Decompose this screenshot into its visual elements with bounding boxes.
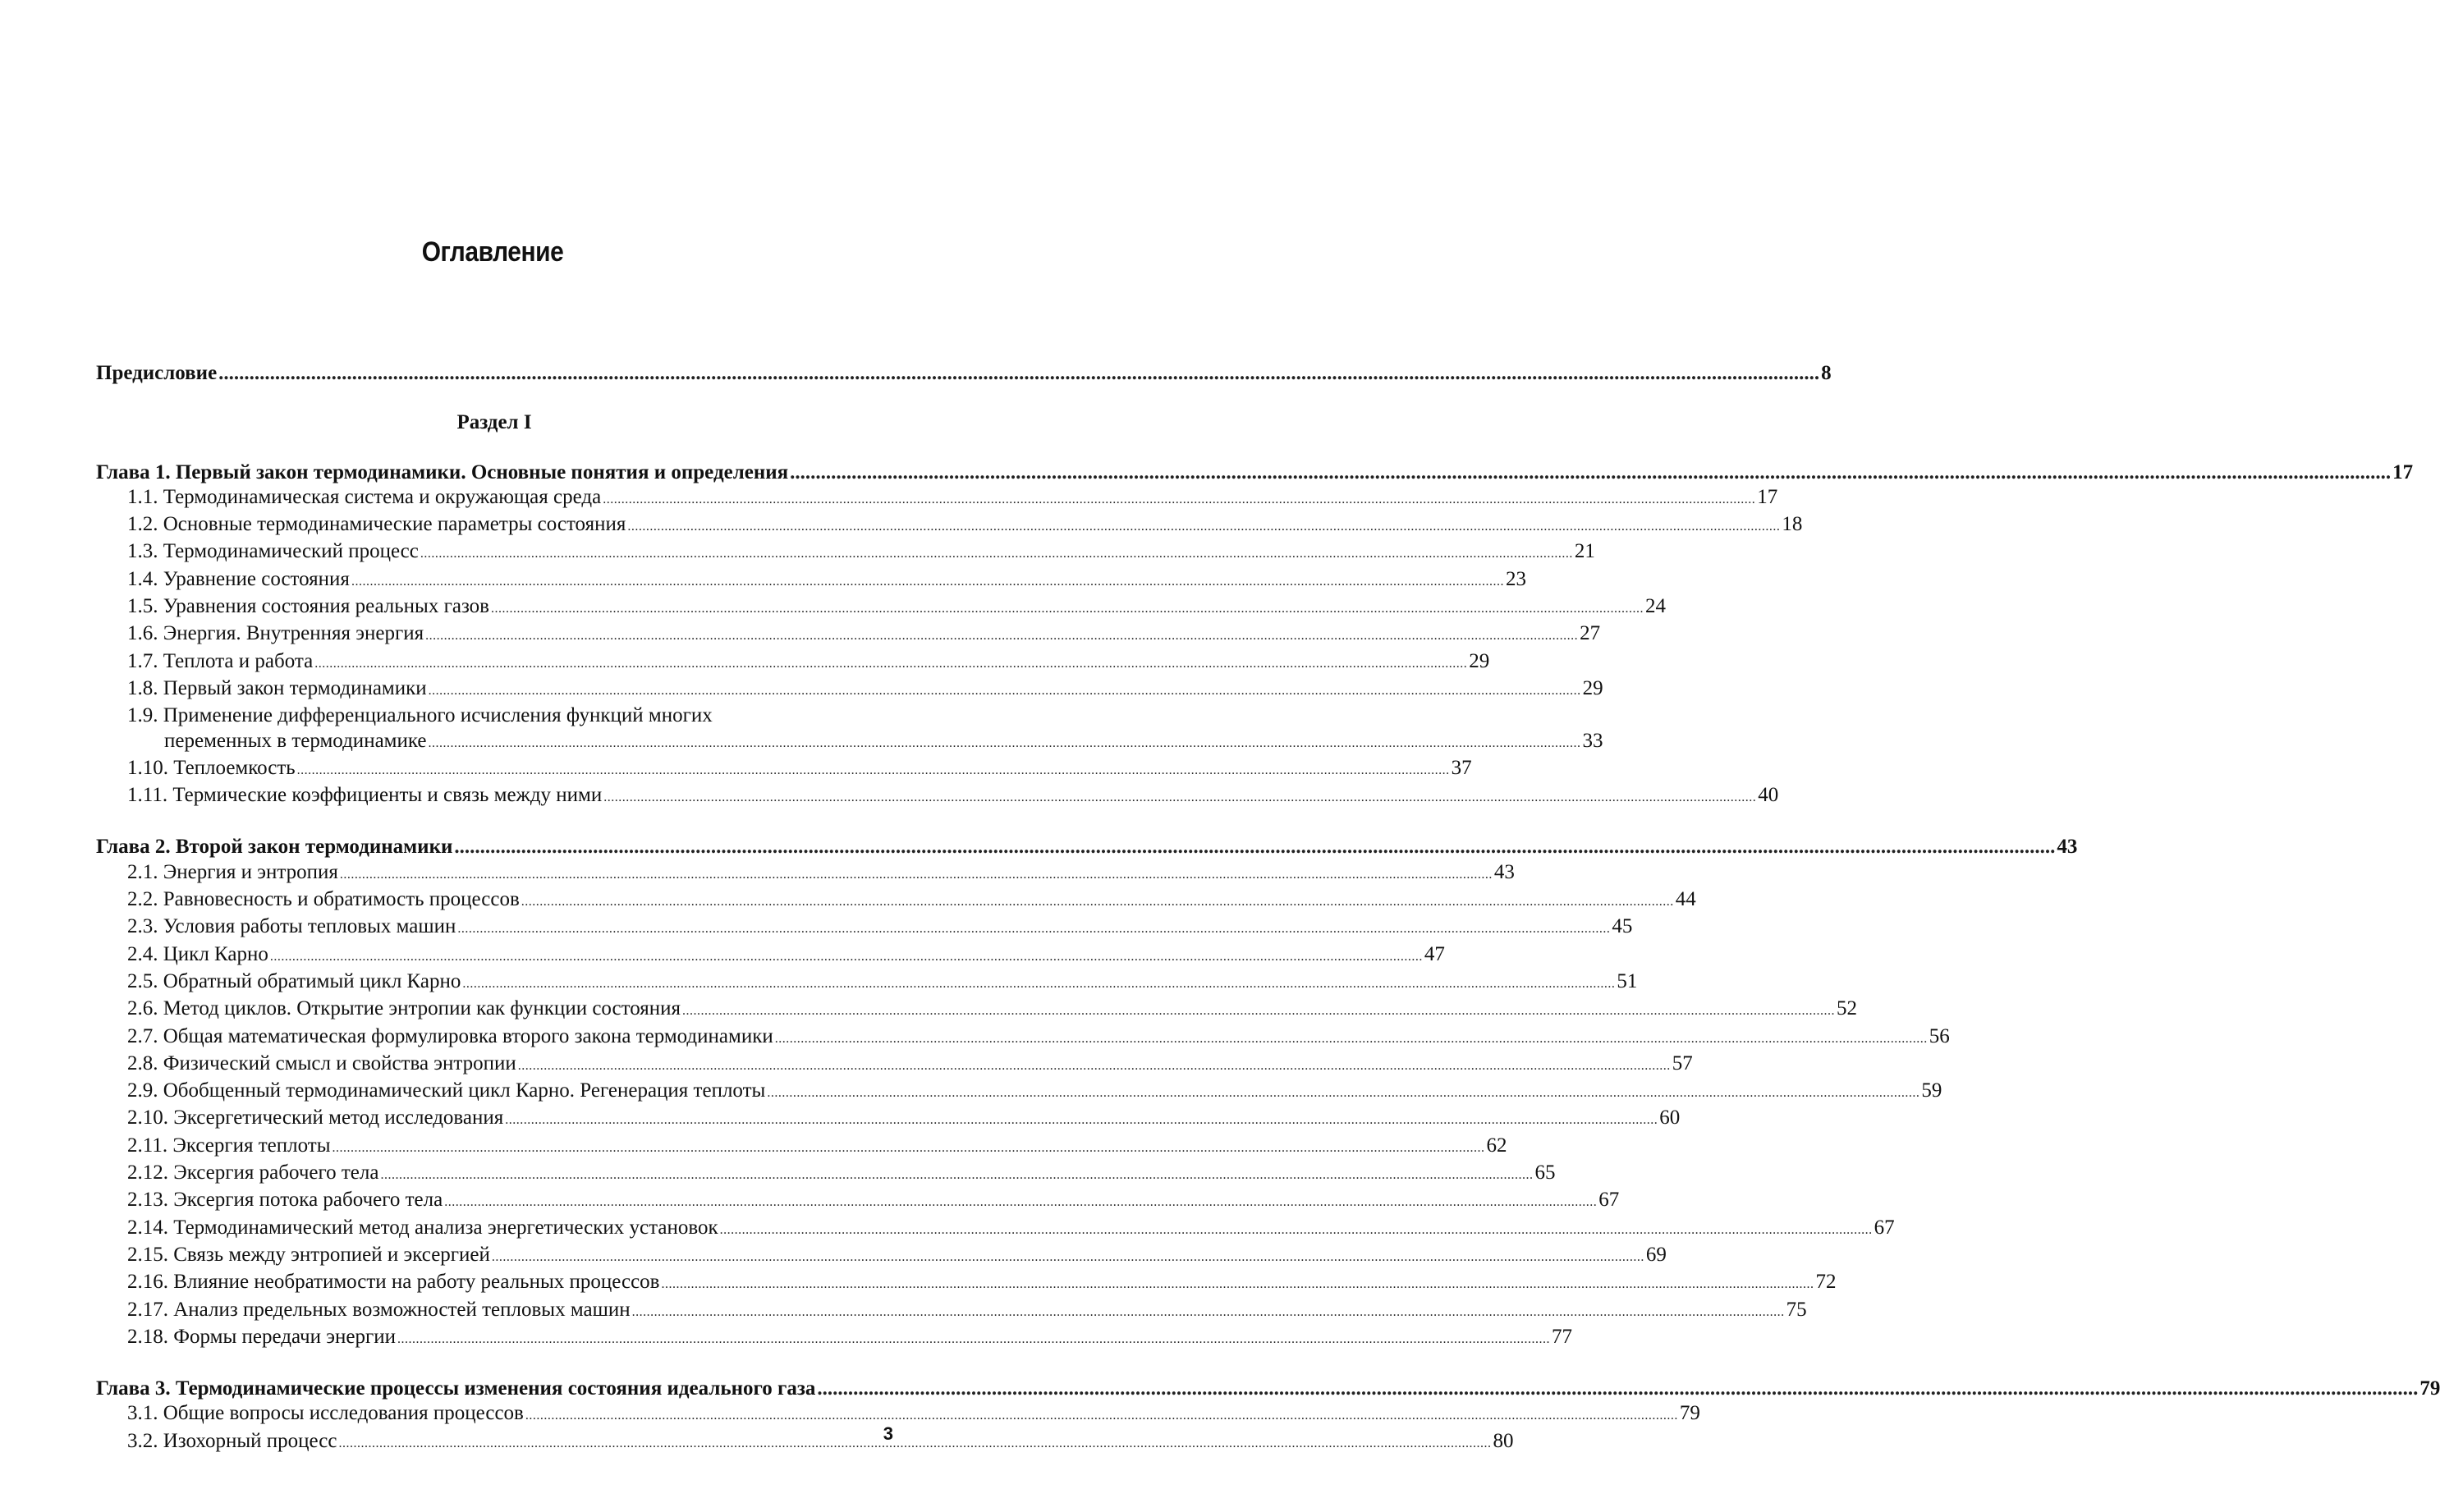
toc-entry-line-1 [127,703,892,728]
toc-entry[interactable] [96,997,1858,1024]
dot-leader [603,488,1755,512]
toc-entry-page: 24 [1644,595,1666,618]
toc-entry-label: 2.8. Физический смысл и свойства энтропии [127,1052,516,1074]
toc-entry-label: 1.7. Теплота и работа [127,649,314,672]
toc-entry-page: 59 [1921,1079,1942,1102]
toc-entry[interactable] [96,1216,1895,1243]
dot-leader [661,1272,1814,1297]
toc-entry[interactable] [96,1161,1556,1188]
toc-entry-page: 27 [1580,622,1601,645]
toc-entry-page: 18 [1782,513,1803,536]
toc-entry-label: 1.5. Уравнения состояния реальных газов [127,595,489,618]
toc-entry-label: 1.4. Уравнение состояния [127,567,350,590]
toc-entry[interactable] [96,1079,1942,1106]
toc-entry-page: 75 [1786,1298,1807,1321]
toc-entry-label: 2.4. Цикл Карно [127,942,268,965]
dot-leader [218,361,1819,386]
toc-entry-label: 2.18. Формы передачи энергии [127,1325,396,1348]
dot-leader [454,835,2055,859]
chapter-2 [96,835,2078,1352]
toc-entry[interactable] [96,539,1595,566]
toc-entry[interactable] [96,649,1490,676]
toc-entry[interactable] [96,512,1803,539]
chapter-page: 79 [2419,1377,2440,1400]
toc-entry-label: 2.16. Влияние необратимости на работу реальных процессов [127,1271,660,1294]
toc-entry[interactable] [96,1270,1837,1297]
dot-leader [632,1300,1785,1325]
toc-entry-page: 79 [1679,1402,1700,1425]
dot-leader [428,731,1580,756]
toc-entry-page: 51 [1617,969,1638,992]
toc-entry-label: 1.8. Первый закон термодинамики [127,676,427,699]
toc-entry-page: 44 [1675,888,1696,911]
chapter-heading[interactable] [96,1377,2440,1401]
dot-leader [775,1027,1928,1052]
toc-entry[interactable] [96,783,1779,810]
toc-entry-label: 1.6. Энергия. Внутренняя энергия [127,622,424,645]
chapter-title: Глава 1. Первый закон термодинамики. Основные понятия и определения [96,460,789,483]
toc-entry-page: 67 [1598,1189,1620,1212]
toc-entry[interactable] [96,1429,1514,1456]
toc-entry-page: 47 [1424,942,1445,965]
toc-entry[interactable] [96,1188,1620,1215]
dot-leader [790,460,2391,485]
toc-entry-label: 2.7. Общая математическая формулировка второго закона термодинамики [127,1024,773,1047]
toc-entry-label: 2.14. Термодинамический метод анализа энергетических установок [127,1216,718,1239]
toc-entry-label: 2.6. Метод циклов. Открытие энтропии как функции состояния [127,997,681,1020]
toc-entry-label: 2.10. Эксергетический метод исследования [127,1107,504,1129]
toc-entry-label: 2.5. Обратный обратимый цикл Карно [127,969,461,992]
toc-entry-label: 2.17. Анализ предельных возможностей тепловых машин [127,1298,631,1321]
toc-entry-page: 23 [1505,567,1526,590]
dot-leader [333,1136,1485,1161]
toc-entry-page: 17 [1757,485,1778,508]
toc-entry[interactable] [96,1024,1950,1052]
toc-entry[interactable] [96,914,1633,942]
toc-entry-page: 43 [1493,860,1515,883]
toc-entry-label: 2.1. Энергия и энтропия [127,860,338,883]
toc-entry-page: 57 [1672,1052,1693,1074]
toc-entry-page: 8 [1821,362,1832,384]
toc-entry-page: 60 [1659,1107,1681,1129]
toc-entry[interactable] [96,621,1601,648]
dot-leader [270,945,1423,969]
dot-leader [682,999,1835,1024]
table-of-contents [96,361,2440,1456]
toc-entry-preface[interactable] [96,361,1832,386]
toc-entry-label: 1.2. Основные термодинамические параметры состояния [127,513,626,536]
toc-entry[interactable] [96,756,1472,783]
toc-entry-label: 1.1. Термодинамическая система и окружающая среда [127,485,602,508]
toc-entry-label: 2.11. Эксергия теплоты [127,1134,331,1157]
dot-leader [767,1081,1919,1106]
toc-entry[interactable] [96,485,1778,512]
toc-entry[interactable] [96,1401,1700,1428]
chapter-page: 43 [2057,836,2078,859]
toc-entry[interactable] [96,594,1666,621]
toc-entry[interactable] [96,1052,1693,1079]
dot-leader [491,597,1644,621]
dot-leader [518,1054,1671,1079]
chapter-heading[interactable] [96,460,2414,485]
dot-leader [505,1108,1658,1133]
dot-leader [720,1218,1873,1243]
dot-leader [397,1327,1550,1352]
toc-entry[interactable] [96,969,1638,997]
toc-entry[interactable] [96,942,1445,969]
dot-leader [603,786,1756,810]
toc-entry-page: 33 [1582,729,1603,752]
chapter-3 [96,1377,2440,1456]
dot-leader [492,1245,1644,1270]
toc-entry[interactable] [96,1134,1507,1161]
toc-entry-page: 65 [1534,1161,1556,1184]
chapter-title: Глава 2. Второй закон термодинамики [96,836,453,859]
toc-entry-label: 3.2. Изохорный процесс [127,1429,337,1452]
dot-leader [314,652,1467,676]
toc-entry-label: 1.3. Термодинамический процесс [127,540,419,563]
dot-leader [338,1432,1491,1456]
toc-entry-label: 2.13. Эксергия потока рабочего тела [127,1189,443,1212]
toc-entry[interactable] [96,1106,1681,1133]
toc-entry-page: 40 [1758,784,1779,807]
toc-entry-label: 2.15. Связь между энтропией и эксергией [127,1243,490,1266]
page-number: 3 [883,1423,893,1444]
chapter-heading[interactable] [96,835,2078,859]
dot-leader [351,570,1504,594]
toc-entry[interactable] [96,567,1526,594]
dot-leader [425,624,1578,648]
toc-entry[interactable] [96,887,1696,914]
dot-leader [521,890,1674,914]
toc-entry[interactable] [96,1325,1572,1352]
toc-entry-page: 67 [1874,1216,1895,1239]
dot-leader [340,863,1493,887]
toc-entry-line-2 [127,729,1603,756]
dot-leader [817,1377,2418,1401]
chapter-title: Глава 3. Термодинамические процессы изменения состояния идеального газа [96,1377,816,1400]
toc-entry-label: Предисловие [96,362,218,384]
dot-leader [457,917,1610,942]
toc-entry-label: 2.3. Условия работы тепловых машин [127,915,456,938]
toc-entry[interactable] [96,1243,1667,1270]
toc-entry-label: 1.10. Теплоемкость [127,756,296,779]
page-title: Оглавление [421,236,564,268]
dot-leader [297,758,1450,783]
chapter-page: 17 [2392,460,2414,483]
toc-entry-label: 3.1. Общие вопросы исследования процессов [127,1402,524,1425]
dot-leader [420,542,1573,566]
dot-leader [429,679,1581,703]
toc-entry-label: 2.9. Обобщенный термодинамический цикл Карно. Регенерация теплоты [127,1079,766,1102]
toc-entry[interactable] [96,1298,1807,1325]
toc-entry[interactable] [96,676,1603,703]
toc-entry-label: 1.9. Применение дифференциального исчисления функций многих [127,704,713,727]
toc-entry-page: 62 [1486,1134,1507,1157]
toc-entry-page: 37 [1451,756,1472,779]
dot-leader [444,1190,1597,1215]
section-heading: Раздел I [456,411,532,434]
toc-entry-multiline[interactable] [96,703,1603,756]
toc-entry-page: 45 [1612,915,1633,938]
toc-entry-page: 72 [1815,1271,1837,1294]
chapter-1 [96,460,2414,811]
toc-entry-label: 2.2. Равновесность и обратимость процессов [127,888,520,911]
dot-leader [380,1163,1533,1188]
toc-entry-page: 69 [1645,1243,1667,1266]
toc-entry-page: 52 [1837,997,1858,1020]
toc-entry-page: 80 [1493,1429,1514,1452]
dot-leader [627,515,1780,539]
toc-entry-page: 29 [1582,676,1603,699]
toc-entry-page: 56 [1929,1024,1950,1047]
toc-entry-page: 29 [1469,649,1490,672]
toc-entry-page: 77 [1551,1325,1572,1348]
toc-entry-label: 1.11. Термические коэффициенты и связь между ними [127,784,603,807]
dot-leader [462,972,1615,997]
toc-entry-page: 21 [1574,540,1595,563]
toc-entry-continuation: переменных в термодинамике [164,729,427,752]
toc-entry-label: 2.12. Эксергия рабочего тела [127,1161,379,1184]
dot-leader [525,1404,1678,1428]
toc-entry[interactable] [96,860,1515,887]
